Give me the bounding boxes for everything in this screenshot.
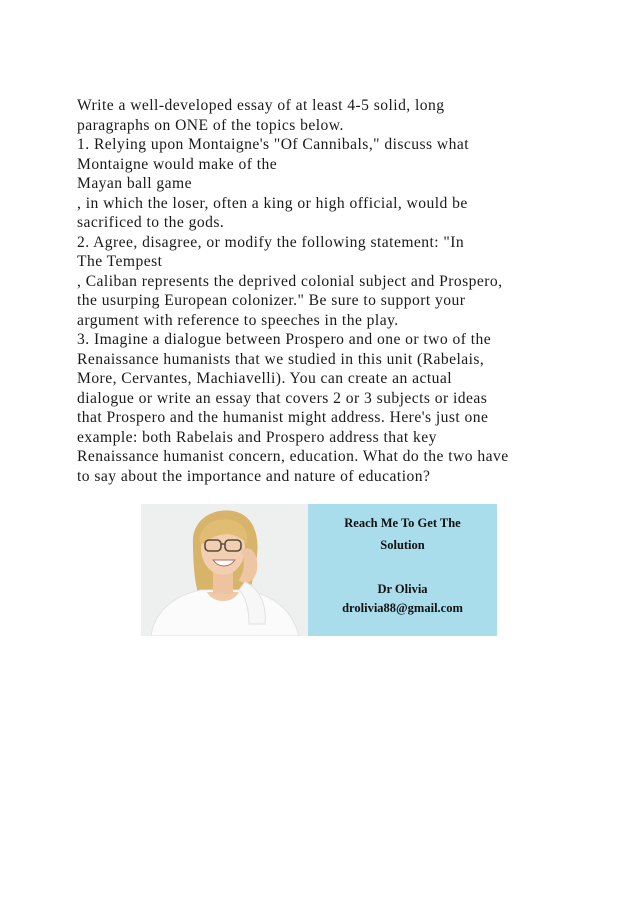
text-line: Renaissance humanist concern, education. What do the two have: [77, 448, 509, 465]
text-line: The Tempest: [77, 253, 163, 270]
text-line: that Prospero and the humanist might address. Here's just one: [77, 409, 489, 426]
contact-ad-banner: [141, 504, 497, 636]
ad-headline: Reach Me To Get The: [344, 516, 461, 530]
text-line: Renaissance humanists that we studied in this unit (Rabelais,: [77, 350, 485, 368]
text-line: to say about the importance and nature of education?: [77, 467, 431, 485]
text-line: Mayan ball game: [77, 175, 193, 192]
woman-photo: [141, 504, 308, 636]
text-line: dialogue or write an essay that covers 2 or 3 subjects or ideas: [77, 389, 488, 407]
text-line: , in which the loser, often a king or high official, would be: [77, 194, 468, 212]
contact-name: Dr Olivia: [377, 582, 428, 596]
text-line: 3. Imagine a dialogue between Prospero and one or two of the: [77, 331, 492, 348]
text-line: 1. Relying upon Montaigne's "Of Cannibals," discuss what: [77, 136, 470, 153]
essay-prompt-text: [77, 96, 577, 486]
contact-panel: [308, 504, 497, 636]
text-line: paragraphs on ONE of the topics below.: [77, 116, 344, 134]
contact-email[interactable]: drolivia88@gmail.com: [342, 601, 463, 615]
woman-illustration: [141, 504, 308, 636]
text-line: argument with reference to speeches in the play.: [77, 311, 399, 329]
text-line: , Caliban represents the deprived colonial subject and Prospero,: [77, 272, 503, 290]
text-line: Write a well-developed essay of at least 4-5 solid, long: [77, 97, 445, 114]
text-line: Montaigne would make of the: [77, 155, 278, 173]
text-line: sacrificed to the gods.: [77, 214, 225, 231]
text-line: the usurping European colonizer." Be sure to support your: [77, 292, 466, 309]
text-line: 2. Agree, disagree, or modify the following statement: "In: [77, 233, 465, 251]
text-line: example: both Rabelais and Prospero address that key: [77, 428, 437, 446]
ad-headline-2: Solution: [380, 538, 425, 552]
text-line: More, Cervantes, Machiavelli). You can create an actual: [77, 370, 453, 387]
